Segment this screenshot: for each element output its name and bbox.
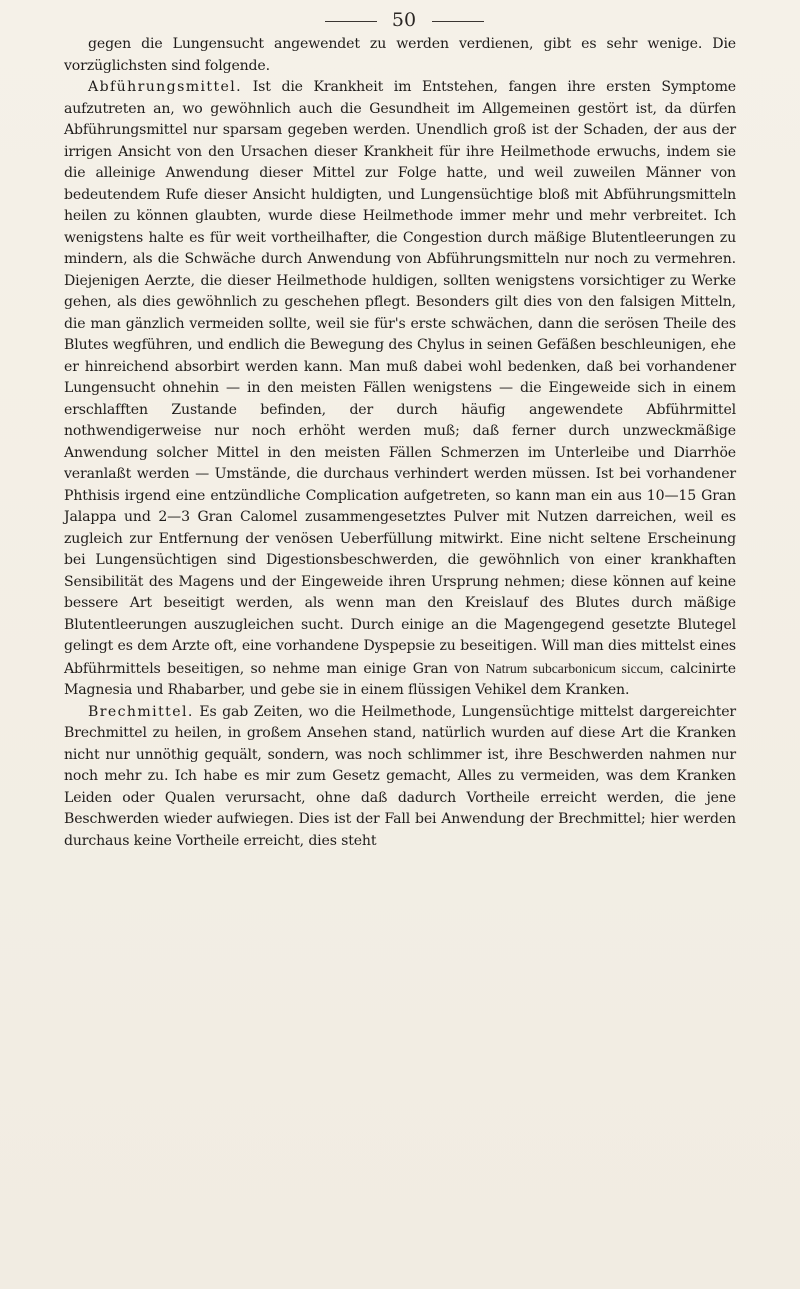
paragraph-intro [64,34,736,77]
paragraph-abfuehrungsmittel-text-end: calcinirte Magnesia und Rhabarber, und gebe sie in einem flüssigen Vehikel dem Kranken. [64,660,736,698]
body-text [64,34,736,852]
paragraph-abfuehrungsmittel-text: Ist die Krankheit im Entstehen, fangen ihre ersten Symptome aufzutreten an, wo gewöhnlich auch die Gesundheit im Allgemeinen gestört ist, da dürfen Abführungsmittel nur sparsam gegeben werden. Unendlich groß ist der Schaden, der aus der irrigen Ansicht von den Ursachen dieser Krankheit für ihre Heilmethode erwuchs, indem sie die alleinige Anwendung dieser Mittel zur Folge hatte, und weil zuweilen Männer von bedeutendem Rufe dieser Ansicht huldigten, und Lungensüchtige bloß mit Abführungsmitteln heilen zu können glaubten, wurde diese Heilmethode immer mehr und mehr verbreitet. Ich wenigstens halte es für weit vortheilhafter, die Congestion durch mäßige Blutentleerungen zu mindern, als die Schwäche durch Anwendung von Abführungsmitteln nur noch zu vermehren. Diejenigen Aerzte, die dieser Heilmethode huldigen, sollten wenigstens vorsichtiger zu Werke gehen, als dies gewöhnlich zu geschehen pflegt. Besonders gilt dies von den falsigen Mitteln, die man gänzlich vermeiden sollte, weil sie für's erste schwächen, dann die serösen Theile des Blutes wegführen, und endlich die Bewegung des Chylus in seinen Gefäßen beschleunigen, ehe er hinreichend absorbirt werden kann. Man muß dabei wohl bedenken, daß bei vorhandener Lungensucht ohnehin — in den meisten Fällen wenigstens — die Eingeweide sich in einem erschlafften Zustande befinden, der durch häufig angewendete Abführmittel nothwendigerweise nur noch erhöht werden muß; daß ferner durch unzweckmäßige Anwendung solcher Mittel in den meisten Fällen Schmerzen im Unterleibe und Diarrhöe veranlaßt werden — Umstände, die durchaus verhindert werden müssen. Ist bei vorhandener Phthisis irgend eine entzündliche Complication aufgetreten, so kann man ein aus 10—15 Gran Jalappa und 2—3 Gran Calomel zusammengesetztes Pulver mit Nutzen darreichen, weil es zugleich zur Entfernung der venösen Ueberfüllung mitwirkt. Eine nicht seltene Erscheinung bei Lungensüchtigen sind Digestionsbeschwerden, die gewöhnlich von einer krankhaften Sensibilität des Magens und der Eingeweide ihren Ursprung nehmen; diese können auf keine bessere Art beseitigt werden, als wenn man den Kreislauf des Blutes durch mäßige Blutentleerungen auszugleichen sucht. Durch einige an die Magengegend gesetzte Blutegel gelingt es dem Arzte oft, eine vorhandene Dyspepsie zu beseitigen. Will man dies mittelst eines Abführmittels beseitigen, so nehme man einige Gran von [64,79,736,677]
paragraph-brechmittel-text: Es gab Zeiten, wo die Heilmethode, Lungensüchtige mittelst dargereichter Brechmittel zu heilen, in großem Ansehen stand, natürlich wurden auf diese Art die Kranken nicht nur unnöthig gequält, sondern, was noch schlimmer ist, ihre Beschwerden nahmen nur noch mehr zu. Ich habe es mir zum Gesetz gemacht, Alles zu vermeiden, was dem Kranken Leiden oder Qualen verursacht, ohne daß dadurch Vortheile erreicht werden, die jene Beschwerden wieder aufwiegen. Dies ist der Fall bei Anwendung der Brechmittel; hier werden durchaus keine Vortheile erreicht, dies steht [64,703,736,849]
section-term-abfuehrungsmittel: Abführungsmittel. [88,79,243,95]
paragraph-brechmittel [64,702,736,853]
paragraph-intro-text: gegen die Lungensucht angewendet zu werden verdienen, gibt es sehr wenige. Die vorzüglichsten sind folgende. [64,36,736,74]
section-term-brechmittel: Brechmittel. [88,703,194,720]
header-rule-left [325,21,377,22]
latin-term-natrum: Natrum subcarbonicum siccum, [485,660,664,676]
header-rule-right [432,21,484,22]
page-header [0,8,800,32]
page-number: 50 [391,9,417,31]
paragraph-abfuehrungsmittel [64,77,736,702]
